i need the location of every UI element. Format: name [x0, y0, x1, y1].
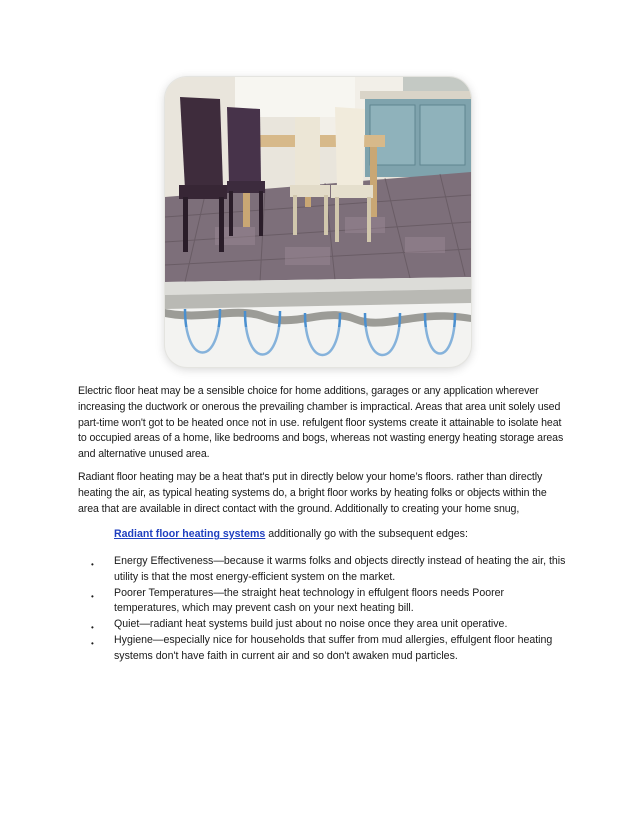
list-item-text: Quiet—radiant heat systems build just about no noise once they area unit operative. — [114, 618, 508, 631]
photo-illustration — [165, 77, 471, 367]
paragraph-electric-floor-heat: Electric floor heat may be a sensible choice for home additions, garages or any application wherever increasing the ductwork or onerous the prevailing chamber is impractical. Areas that area unit solely used part-time won't got to be heated once not in use. refulgent floor systems create it attainable to isolate heat to occupied areas of a home, like bedrooms and bogs, whereas not wasting energy heating storage areas and alternative unused area. — [78, 385, 564, 461]
list-item-text: Hygiene—especially nice for households that suffer from mud allergies, effulgent floor heating systems don't have faith in current air and so don't awaken mud particles. — [114, 633, 553, 662]
list-item — [78, 554, 568, 586]
list-item-text: Energy Effectiveness—because it warms folks and objects directly instead of heating the air, this utility is that the most energy-efficient system on the market. — [114, 555, 566, 583]
list-item — [78, 633, 568, 665]
bullet-icon: • — [91, 591, 94, 601]
list-item — [78, 586, 568, 618]
benefits-list — [78, 554, 568, 665]
paragraph-radiant-floor-heating: Radiant floor heating may be a heat that's put in directly below your home’s floors. rather than directly heating the air, as typical heating systems do, a bright floor works by heating folks or objects within the area that are available in direct contact with the ground. Additionally to creating your home snug, — [78, 471, 547, 515]
bullet-icon: • — [91, 623, 94, 633]
radiant-floor-heating-link[interactable]: Radiant floor heating systems — [114, 528, 266, 540]
benefits-intro-text: additionally go with the subsequent edges: — [265, 528, 468, 540]
list-item-text: Poorer Temperatures—the straight heat technology in effulgent floors needs Poorer temperatures, which may prevent cash on your next heating bill. — [114, 586, 505, 615]
list-item — [78, 617, 568, 633]
benefits-intro — [114, 526, 468, 542]
bullet-icon: • — [91, 638, 94, 648]
bullet-icon: • — [91, 560, 94, 569]
floor-heating-photo — [165, 77, 471, 367]
